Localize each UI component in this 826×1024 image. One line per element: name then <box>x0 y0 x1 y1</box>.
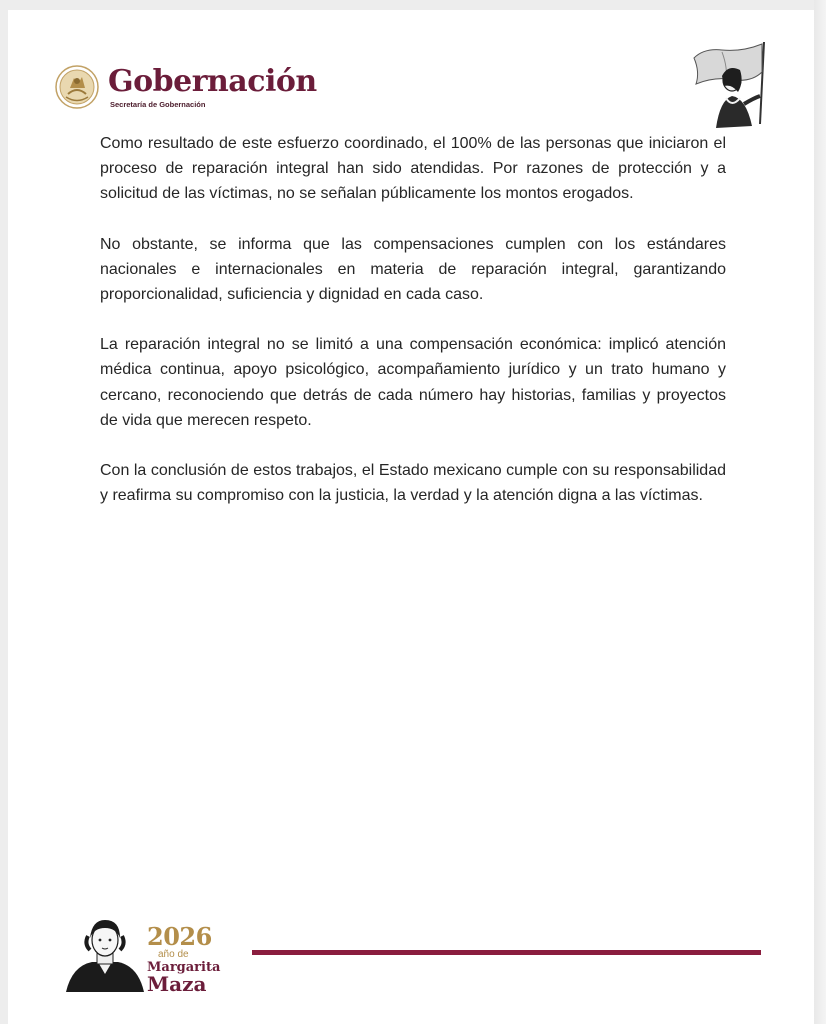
paragraph: Como resultado de este esfuerzo coordinado, el 100% de las personas que iniciaron el proceso de reparación integral han sido atendidas. Por razones de protección y a solicitud de las víctimas, no se señalan públicamente los montos erogados. <box>100 135 726 203</box>
mexico-coat-of-arms-icon <box>54 64 100 110</box>
paragraph: La reparación integral no se limitó a una compensación económica: implicó atención médica continua, apoyo psicológico, acompañamiento jurídico y un trato humano y cercano, reconociendo que detrás de cada número hay historias, familias y proyectos de vida que merecen respeto. <box>100 336 726 429</box>
gobernacion-logo <box>54 60 334 112</box>
year-label: 2026 <box>147 922 212 951</box>
woman-with-flag-illustration <box>682 38 774 130</box>
margarita-maza-portrait <box>62 916 148 992</box>
brand-subtitle: Secretaría de Gobernación <box>110 100 206 109</box>
paragraph: No obstante, se informa que las compensaciones cumplen con los estándares nacionales e internacionales en materia de reparación integral, garantizando proporcionalidad, suficiencia y dignidad en cada caso. <box>100 235 726 304</box>
year-caption: año de <box>158 949 189 960</box>
document-page <box>8 10 814 1024</box>
honoree-first-name: Margarita <box>147 960 221 975</box>
paragraph: Con la conclusión de estos trabajos, el Estado mexicano cumple con su responsabilidad y reafirma su compromiso con la justicia, la verdad y la atención digna a las víctimas. <box>100 462 726 505</box>
page-edge-shadow <box>814 0 826 1024</box>
document-body <box>100 131 726 533</box>
honoree-last-name: Maza <box>147 972 207 996</box>
year-commemoration <box>147 922 227 996</box>
brand-title: Gobernación <box>108 64 317 99</box>
footer-divider <box>252 950 761 955</box>
